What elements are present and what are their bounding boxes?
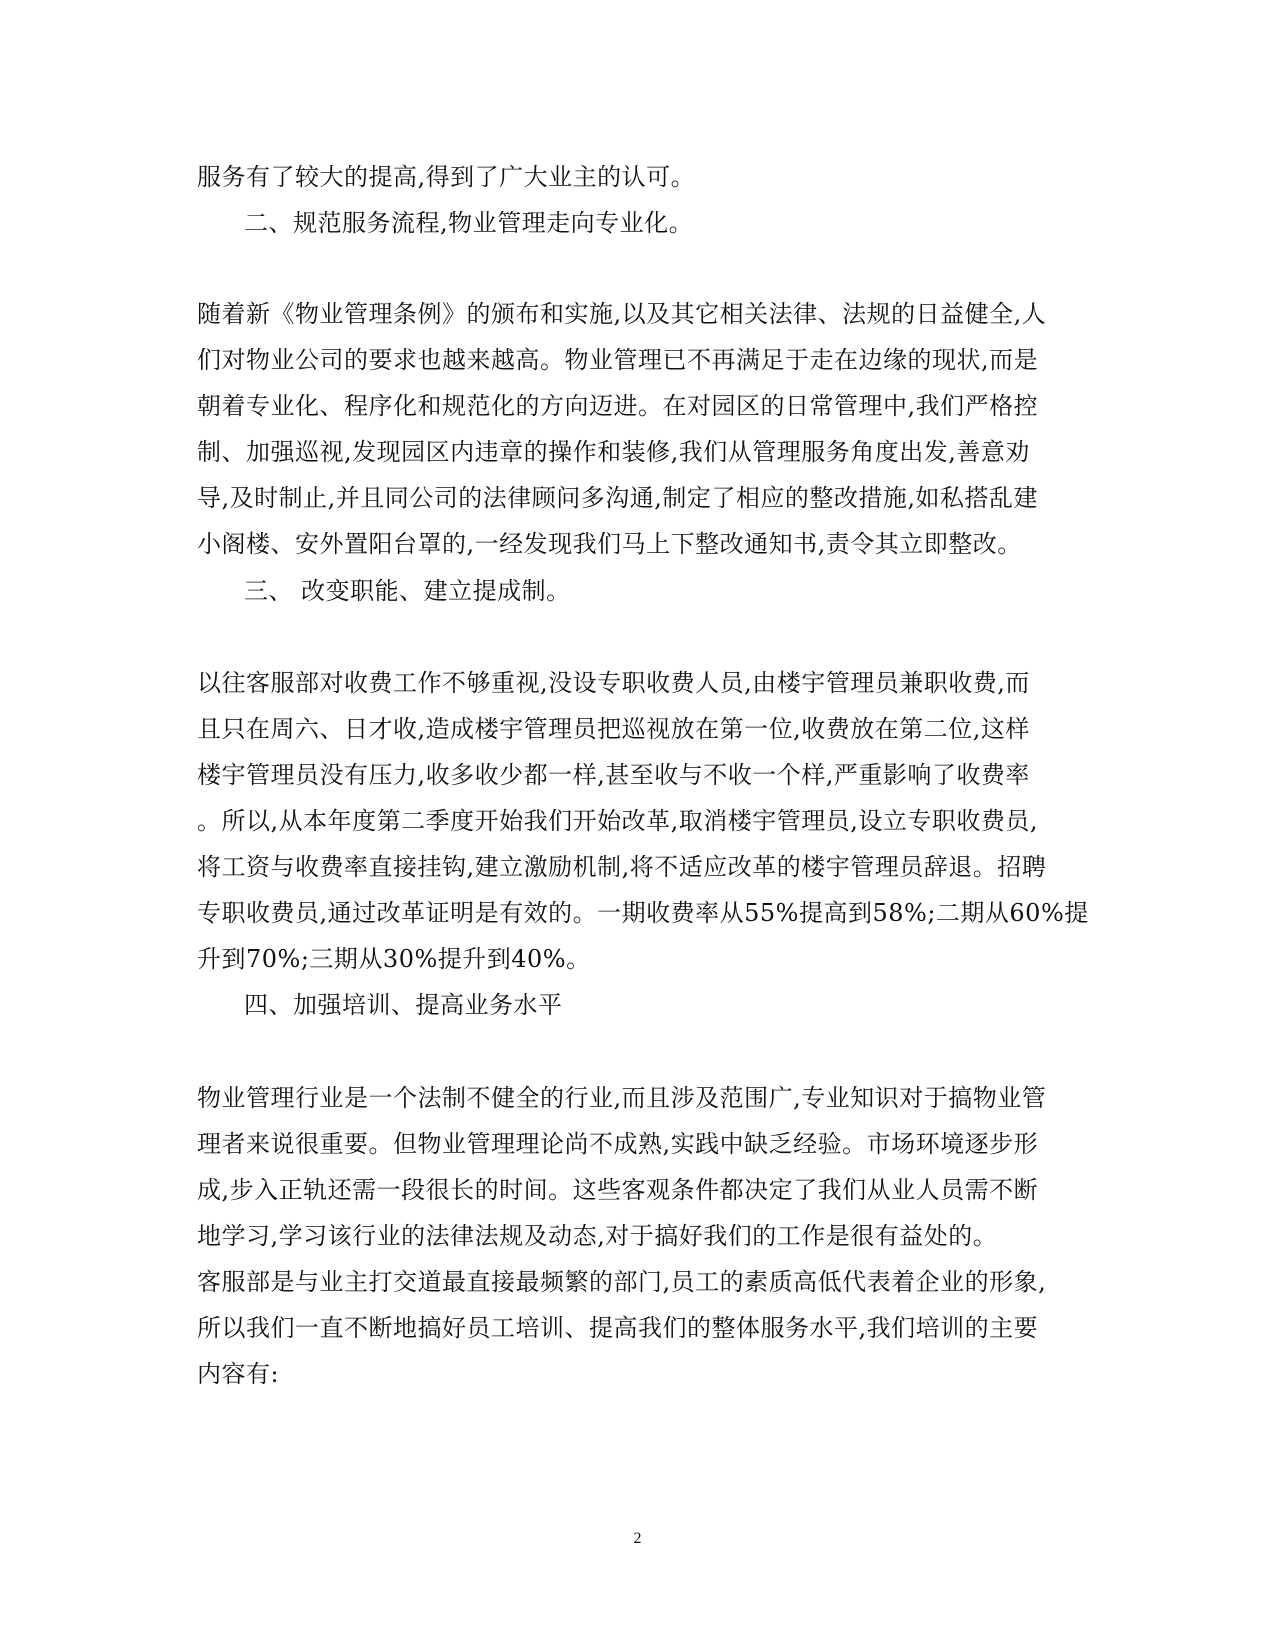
paragraph-line: 。所以,从本年度第二季度开始我们开始改革,取消楼宇管理员,设立专职收费员, — [197, 807, 1039, 835]
paragraph-line: 以往客服部对收费工作不够重视,没设专职收费人员,由楼宇管理员兼职收费,而 — [197, 669, 1030, 697]
paragraph-line: 服务有了较大的提高,得到了广大业主的认可。 — [197, 163, 696, 191]
section-heading-4: 四、加强培训、提高业务水平 — [244, 991, 563, 1019]
paragraph-line: 小阁楼、安外置阳台罩的,一经发现我们马上下整改通知书,责令其立即整改。 — [197, 530, 1022, 558]
page-number: 2 — [633, 1530, 642, 1547]
paragraph-line: 内容有: — [197, 1360, 280, 1388]
paragraph-line: 物业管理行业是一个法制不健全的行业,而且涉及范围广,专业知识对于搞物业管 — [197, 1084, 1047, 1112]
paragraph-line: 随着新《物业管理条例》的颁布和实施,以及其它相关法律、法规的日益健全,人 — [197, 300, 1047, 328]
paragraph-line: 成,步入正轨还需一段很长的时间。这些客观条件都决定了我们从业人员需不断 — [197, 1176, 1039, 1204]
section-heading-2: 二、规范服务流程,物业管理走向专业化。 — [244, 209, 694, 237]
paragraph-line: 楼宇管理员没有压力,收多收少都一样,甚至收与不收一个样,严重影响了收费率 — [197, 761, 1030, 789]
paragraph-line: 地学习,学习该行业的法律法规及动态,对于搞好我们的工作是很有益处的。 — [197, 1222, 998, 1250]
section-heading-3: 三、 改变职能、建立提成制。 — [244, 577, 571, 605]
paragraph-line: 专职收费员,通过改革证明是有效的。一期收费率从55%提高到58%;二期从60%提 — [197, 899, 1089, 927]
paragraph-line: 朝着专业化、程序化和规范化的方向迈进。在对园区的日常管理中,我们严格控 — [197, 392, 1039, 420]
paragraph-line: 升到70%;三期从30%提升到40%。 — [197, 945, 591, 973]
paragraph-line: 所以我们一直不断地搞好员工培训、提高我们的整体服务水平,我们培训的主要 — [197, 1314, 1039, 1342]
paragraph-line: 制、加强巡视,发现园区内违章的操作和装修,我们从管理服务角度出发,善意劝 — [197, 438, 1030, 466]
paragraph-line: 们对物业公司的要求也越来越高。物业管理已不再满足于走在边缘的现状,而是 — [197, 346, 1039, 374]
paragraph-line: 理者来说很重要。但物业管理理论尚不成熟,实践中缺乏经验。市场环境逐步形 — [197, 1130, 1039, 1158]
paragraph-line: 且只在周六、日才收,造成楼宇管理员把巡视放在第一位,收费放在第二位,这样 — [197, 715, 1030, 743]
paragraph-line: 导,及时制止,并且同公司的法律顾问多沟通,制定了相应的整改措施,如私搭乱建 — [197, 484, 1039, 512]
paragraph-line: 将工资与收费率直接挂钩,建立激励机制,将不适应改革的楼宇管理员辞退。招聘 — [197, 853, 1047, 881]
paragraph-line: 客服部是与业主打交道最直接最频繁的部门,员工的素质高低代表着企业的形象, — [197, 1268, 1047, 1296]
